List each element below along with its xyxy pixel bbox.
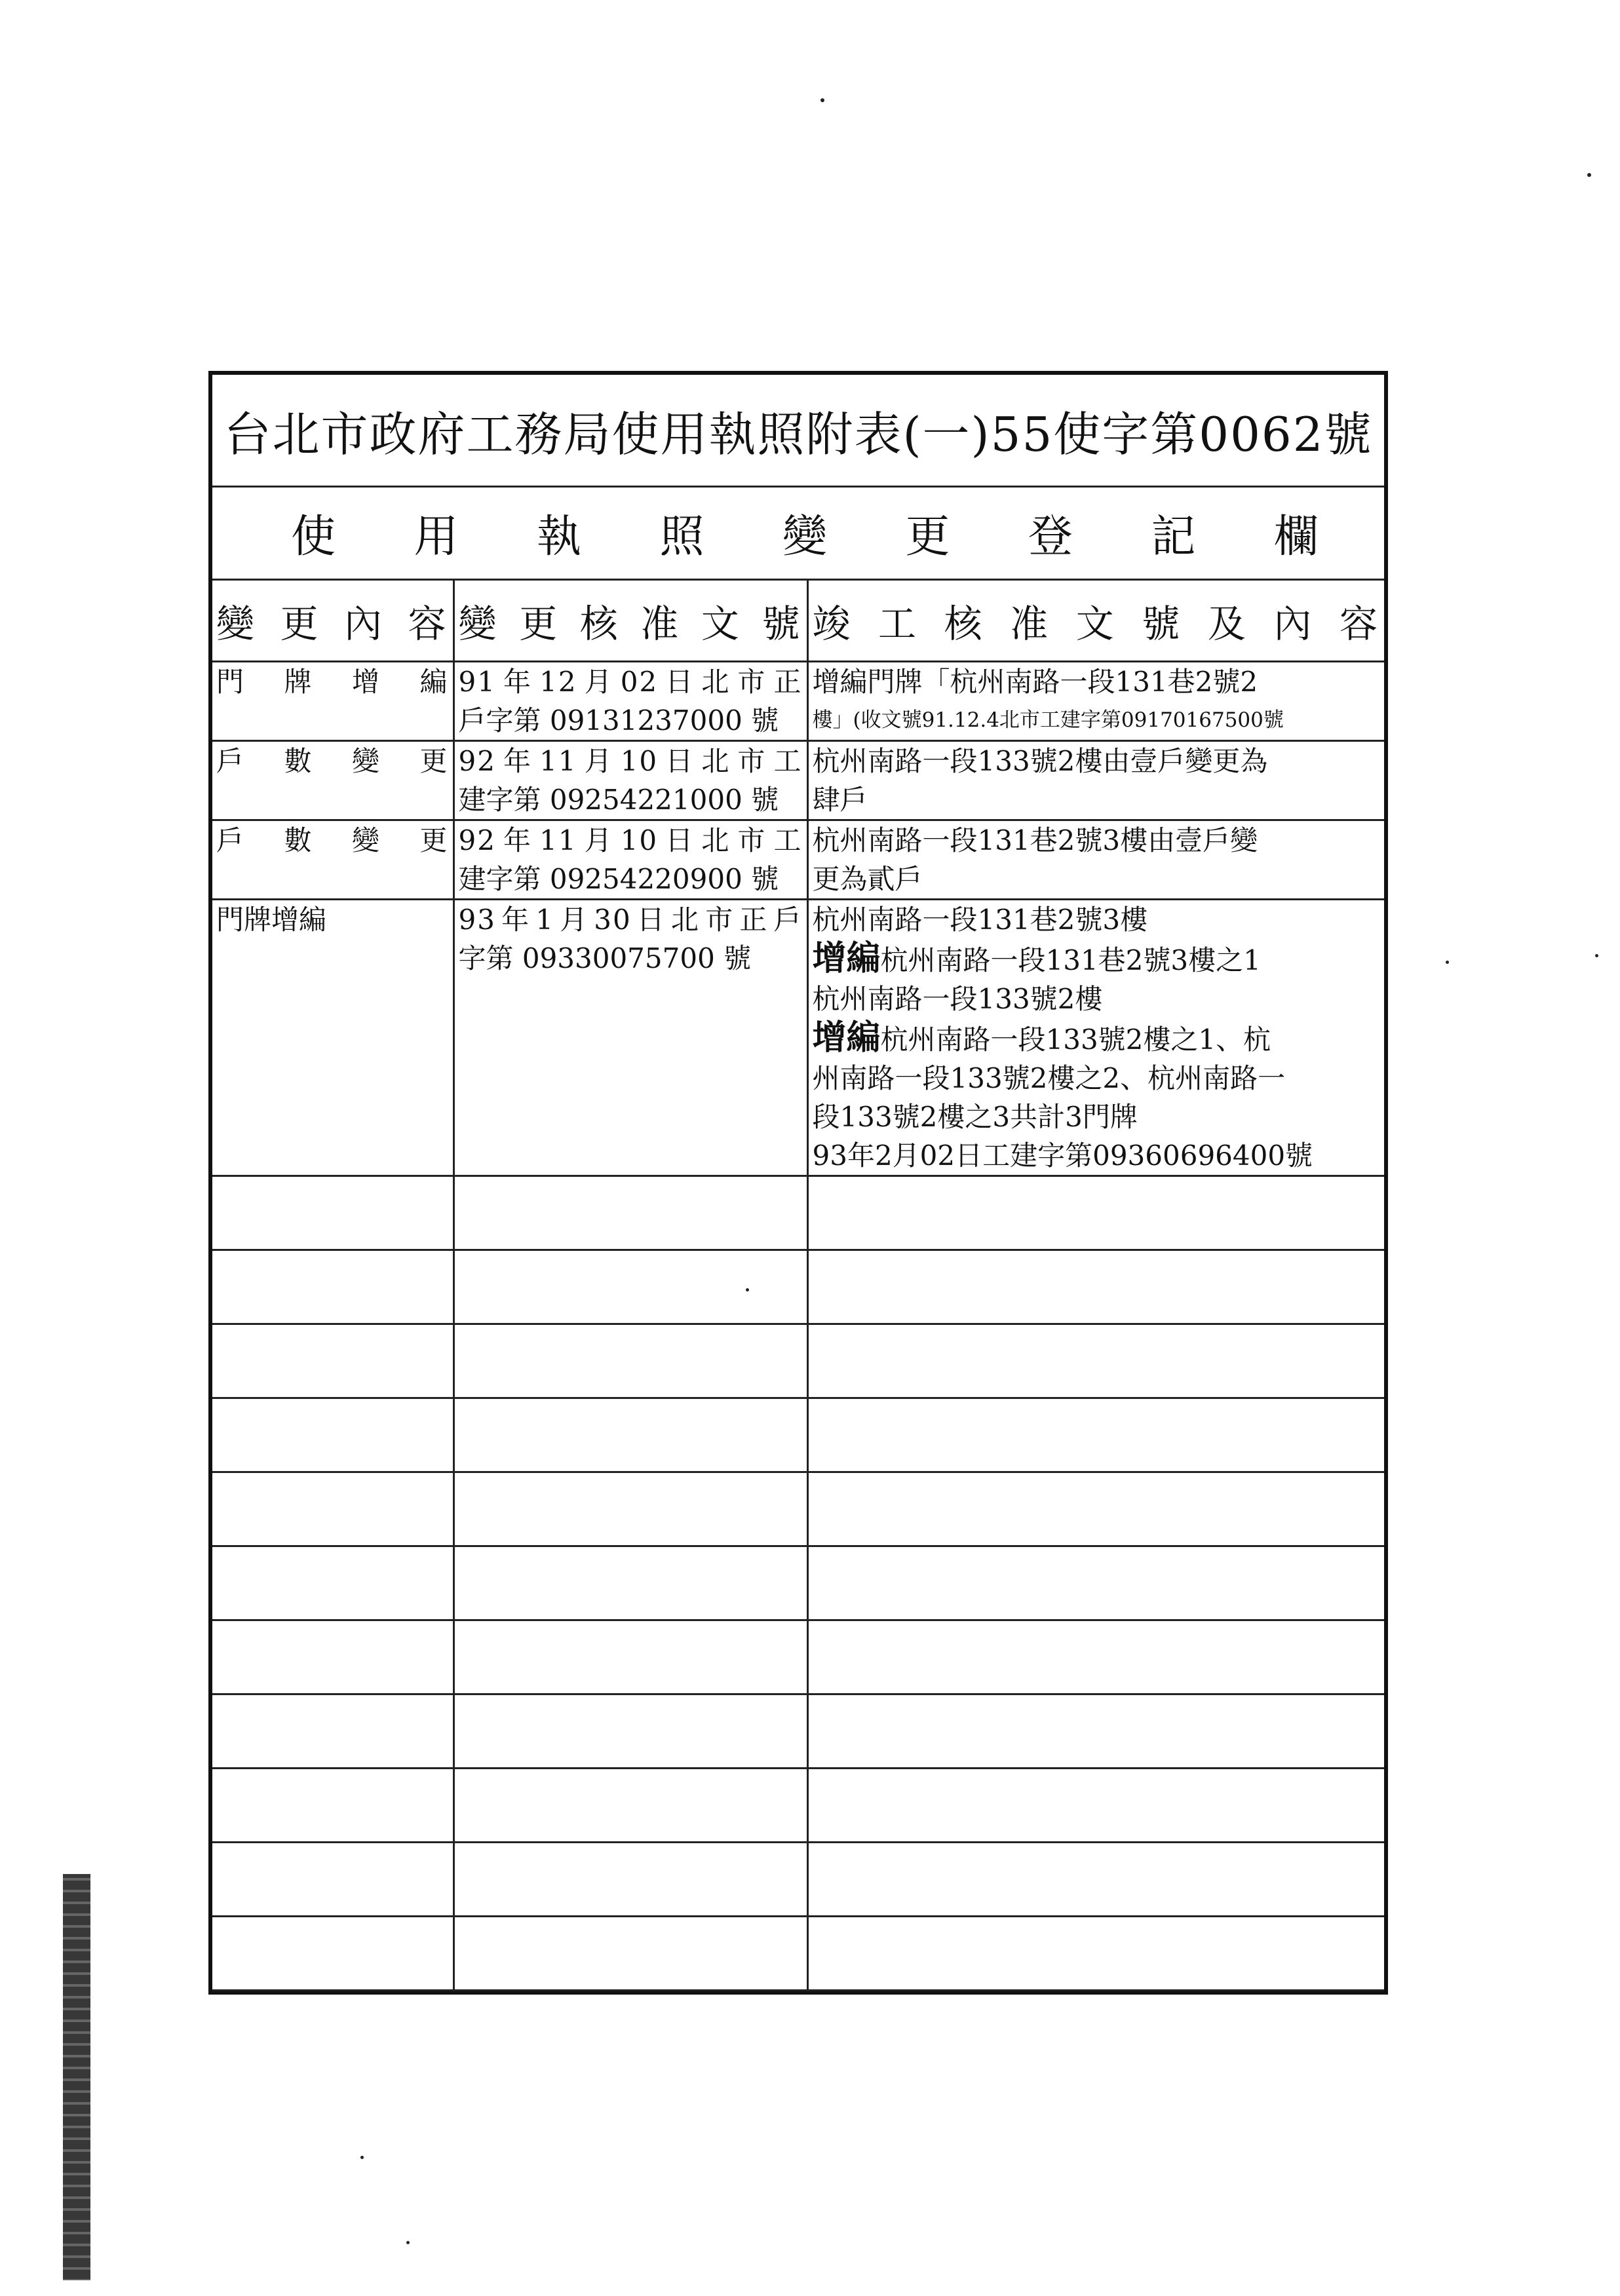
empty-cell [807, 1176, 1384, 1250]
approval-line: 建字第 09254220900 號 [458, 863, 779, 895]
empty-cell [212, 1176, 453, 1250]
completion-line: 93年2月02日工建字第09360696400號 [812, 1139, 1313, 1172]
empty-row [212, 1324, 1384, 1398]
empty-row [212, 1843, 1384, 1917]
approval-line: 建字第 09254221000 號 [458, 784, 779, 816]
empty-row [212, 1620, 1384, 1694]
approval-line: 字第 09330075700 號 [458, 942, 752, 974]
approval-line: 92年11月10日北市工 [458, 745, 803, 777]
empty-row [212, 1398, 1384, 1472]
added-label: 增編 [812, 938, 881, 978]
subtitle-char: 更 [905, 511, 950, 563]
scan-speck [406, 2241, 410, 2244]
empty-cell [453, 1398, 807, 1472]
subtitle-char: 欄 [1273, 511, 1319, 563]
change-cell: 戶數變更 [212, 741, 453, 820]
completion-text: 杭州南路一段131巷2號3樓之1 [880, 944, 1261, 976]
scan-speck [1595, 954, 1598, 957]
empty-cell [453, 1694, 807, 1769]
empty-cell [453, 1546, 807, 1620]
completion-line: 更為貳戶 [812, 863, 923, 895]
subtitle-char: 執 [536, 511, 581, 563]
approval-cell [453, 820, 807, 900]
subtitle-char: 使 [291, 511, 336, 563]
empty-cell [807, 1324, 1384, 1398]
subtitle-char: 用 [414, 511, 459, 563]
approval-cell [453, 741, 807, 820]
empty-cell [212, 1917, 453, 1991]
empty-cell [807, 1769, 1384, 1843]
added-label: 增編 [812, 1018, 881, 1058]
empty-cell [212, 1769, 453, 1843]
table-header-row [212, 581, 1384, 662]
empty-cell [212, 1250, 453, 1324]
empty-cell [453, 1620, 807, 1694]
empty-cell [807, 1620, 1384, 1694]
completion-line: 州南路一段133號2樓之2、杭州南路一 [812, 1062, 1286, 1094]
completion-cell [807, 741, 1384, 820]
completion-line: 段133號2樓之3共計3門牌 [812, 1101, 1138, 1133]
empty-cell [212, 1398, 453, 1472]
empty-cell [453, 1250, 807, 1324]
empty-cell [807, 1398, 1384, 1472]
empty-row [212, 1917, 1384, 1991]
form-title: 台北市政府工務局使用執照附表(一)55使字第0062號 [212, 375, 1384, 488]
table-row [212, 900, 1384, 1176]
form-subtitle [212, 488, 1384, 581]
subtitle-char: 照 [659, 511, 704, 563]
empty-cell [212, 1472, 453, 1546]
table-row [212, 741, 1384, 820]
scan-speck [1446, 961, 1449, 964]
completion-line: 增編門牌「杭州南路一段131巷2號2 [812, 666, 1258, 698]
completion-line: 杭州南路一段131巷2號3樓由壹戶變 [812, 824, 1258, 856]
completion-line [813, 1018, 1381, 1059]
approval-cell [453, 662, 807, 741]
column-header-completion: 竣工核准文號及內容 [807, 581, 1384, 662]
column-header-change: 變更內容 [212, 581, 453, 662]
column-header-approval: 變更核准文號 [453, 581, 807, 662]
approval-line: 戶字第 09131237000 號 [458, 704, 779, 737]
scan-speck [1587, 173, 1591, 177]
empty-cell [807, 1694, 1384, 1769]
scan-speck [746, 1288, 749, 1292]
completion-text: 杭州南路一段133號2樓之1、杭 [880, 1024, 1271, 1056]
license-change-form [208, 371, 1388, 1995]
completion-cell [807, 662, 1384, 741]
empty-cell [212, 1324, 453, 1398]
empty-cell [807, 1843, 1384, 1917]
empty-cell [807, 1250, 1384, 1324]
scan-speck [820, 98, 824, 102]
table-row [212, 820, 1384, 900]
change-cell: 戶數變更 [212, 820, 453, 900]
empty-cell [453, 1176, 807, 1250]
completion-line: 樓」(收文號91.12.4北市工建字第09170167500號 [812, 708, 1284, 732]
empty-cell [807, 1546, 1384, 1620]
empty-cell [453, 1917, 807, 1991]
empty-cell [807, 1917, 1384, 1991]
scan-speck [360, 2156, 364, 2159]
empty-row [212, 1769, 1384, 1843]
approval-line: 93年1月30日北市正戶 [458, 904, 803, 936]
empty-cell [212, 1620, 453, 1694]
empty-row [212, 1546, 1384, 1620]
empty-row [212, 1250, 1384, 1324]
subtitle-char: 記 [1151, 511, 1196, 563]
change-register-table [212, 581, 1384, 1991]
approval-cell [453, 900, 807, 1176]
table-row [212, 662, 1384, 741]
approval-line: 92年11月10日北市工 [458, 824, 803, 856]
subtitle-char: 登 [1028, 511, 1073, 563]
empty-row [212, 1176, 1384, 1250]
completion-line: 肆戶 [812, 784, 868, 816]
completion-line: 杭州南路一段131巷2號3樓 [812, 904, 1148, 936]
empty-cell [212, 1843, 453, 1917]
completion-line: 杭州南路一段133號2樓 [812, 983, 1103, 1015]
completion-line: 杭州南路一段133號2樓由壹戶變更為 [812, 745, 1268, 777]
empty-cell [212, 1694, 453, 1769]
empty-row [212, 1472, 1384, 1546]
subtitle-char: 變 [782, 511, 827, 563]
change-cell: 門牌增編 [212, 662, 453, 741]
empty-cell [453, 1769, 807, 1843]
completion-line [813, 939, 1381, 980]
completion-cell [807, 820, 1384, 900]
empty-cell [453, 1472, 807, 1546]
approval-line: 91年12月02日北市正 [458, 666, 803, 698]
empty-cell [212, 1546, 453, 1620]
change-cell: 門牌增編 [212, 900, 453, 1176]
empty-cell [453, 1324, 807, 1398]
completion-cell [807, 900, 1384, 1176]
empty-cell [807, 1472, 1384, 1546]
scan-edge-shadow [63, 1874, 90, 2280]
empty-row [212, 1694, 1384, 1769]
empty-cell [453, 1843, 807, 1917]
